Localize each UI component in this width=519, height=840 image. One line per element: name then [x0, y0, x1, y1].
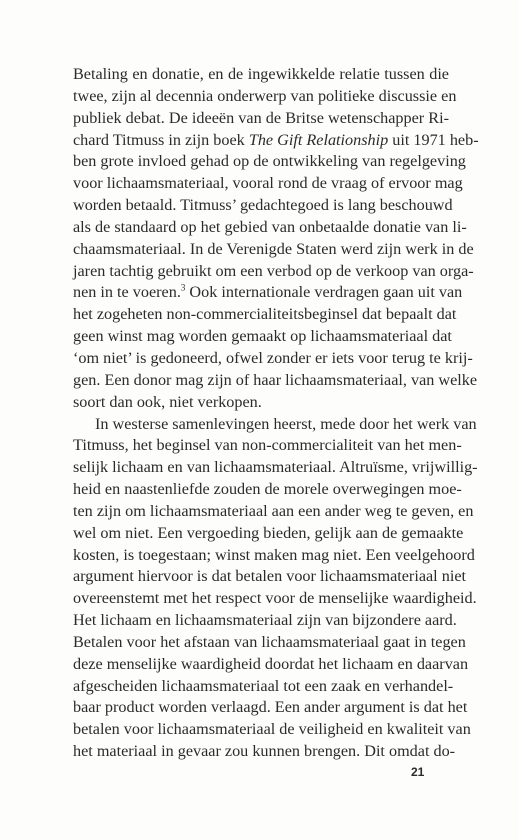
text-run: Betaling en donatie, en de ingewikkelde relatie tussen die	[73, 65, 449, 83]
body-text	[73, 64, 479, 763]
text-run: nen in te voeren.	[73, 283, 181, 302]
text-run: betalen voor lichaamsmateriaal de veiligheid en kwaliteit van	[73, 720, 471, 739]
text-run: chard Titmuss in zijn boek	[73, 130, 249, 149]
text-run: geen winst mag worden gemaakt op lichaamsmateriaal dat	[73, 327, 452, 346]
text-line	[73, 632, 466, 654]
text-line	[73, 654, 469, 676]
text-run: baar product worden verlaagd. Een ander argument is dat het	[73, 698, 468, 717]
footnote-marker: 3	[180, 283, 186, 294]
text-line	[73, 479, 462, 501]
text-line	[73, 545, 475, 567]
text-line	[73, 457, 478, 479]
text-line	[73, 130, 479, 152]
text-run: het materiaal in gevaar zou kunnen brengen. Dit omdat do-	[73, 742, 456, 761]
text-run: In westerse samenlevingen heerst, mede door het werk van	[95, 414, 477, 433]
text-line	[73, 195, 453, 217]
text-run: ben grote invloed gehad op de ontwikkeling van regelgeving	[73, 152, 466, 171]
text-run: overeenstemt met het respect voor de menselijke waardigheid.	[73, 589, 477, 608]
text-line	[73, 64, 449, 86]
text-line	[73, 719, 471, 741]
text-run: als de standaard op het gebied van onbetaalde donatie van li-	[73, 217, 467, 236]
text-line	[73, 435, 462, 457]
text-line	[73, 282, 463, 304]
text-line	[73, 523, 464, 545]
text-run: Ook internationale verdragen gaan uit van	[185, 283, 463, 302]
text-run: ten zijn om lichaamsmateriaal aan een ander weg te geven, en	[73, 501, 474, 520]
text-run: soort dan ook, niet verkopen.	[73, 392, 262, 411]
text-run: voor lichaamsmateriaal, vooral rond de vraag of ervoor mag	[73, 174, 463, 193]
text-line	[73, 501, 474, 523]
text-line	[73, 566, 467, 588]
text-run: heid en naastenliefde zouden de morele overwegingen moe-	[73, 480, 462, 499]
book-title: The Gift Relationship	[248, 130, 389, 149]
paragraph	[73, 414, 478, 764]
text-line	[73, 261, 474, 283]
text-line	[73, 151, 466, 173]
text-run: worden betaald. Titmuss’ gedachtegoed is lang beschouwd	[73, 196, 453, 215]
text-line	[73, 392, 449, 414]
text-run: gen. Een donor mag zijn of haar lichaamsmateriaal, van welke	[73, 370, 478, 389]
text-line	[73, 239, 474, 261]
text-line	[73, 217, 467, 239]
text-line	[73, 741, 456, 763]
text-line	[73, 588, 477, 610]
text-line	[73, 304, 457, 326]
text-run: twee, zijn al decennia onderwerp van politieke discussie en	[73, 86, 457, 105]
text-line	[73, 414, 477, 436]
text-run: afgescheiden lichaamsmateriaal tot een zaak en verhandel-	[73, 676, 454, 695]
text-run: chaamsmateriaal. In de Verenigde Staten werd zijn werk in de	[73, 239, 474, 258]
paragraph	[73, 64, 479, 414]
text-run: publiek debat. De ideeën van de Britse wetenschapper Ri-	[73, 108, 449, 127]
text-run: Titmuss, het beginsel van non-commercialiteit van het men-	[73, 436, 462, 455]
text-line	[73, 697, 468, 719]
text-run: selijk lichaam en van lichaamsmateriaal. Altruïsme, vrijwillig-	[73, 458, 478, 477]
text-run: kosten, is toegestaan; winst maken mag niet. Een veelgehoord	[73, 545, 475, 564]
text-run: Het lichaam en lichaamsmateriaal zijn van bijzondere aard.	[73, 611, 457, 630]
text-run: het zogeheten non-commercialiteitsbeginsel dat bepaalt dat	[73, 305, 457, 324]
text-line	[73, 326, 452, 348]
text-run: jaren tachtig gebruikt om een verbod op de verkoop van orga-	[73, 261, 474, 280]
text-line	[73, 676, 454, 698]
text-line	[73, 370, 478, 392]
text-line	[73, 348, 473, 370]
text-line	[73, 108, 449, 130]
text-run: Betalen voor het afstaan van lichaamsmateriaal gaat in tegen	[73, 632, 466, 651]
page-number: 21	[411, 765, 425, 779]
text-line	[73, 86, 457, 108]
text-run: argument hiervoor is dat betalen voor lichaamsmateriaal niet	[73, 567, 467, 586]
text-line	[73, 173, 463, 195]
text-run: uit 1971 heb-	[388, 130, 479, 149]
text-run: deze menselijke waardigheid doordat het lichaam en daarvan	[73, 654, 469, 673]
text-run: ‘om niet’ is gedoneerd, ofwel zonder er iets voor terug te krij-	[73, 348, 473, 367]
text-run: wel om niet. Een vergoeding bieden, gelijk aan de gemaakte	[73, 523, 464, 542]
text-line	[73, 610, 457, 632]
